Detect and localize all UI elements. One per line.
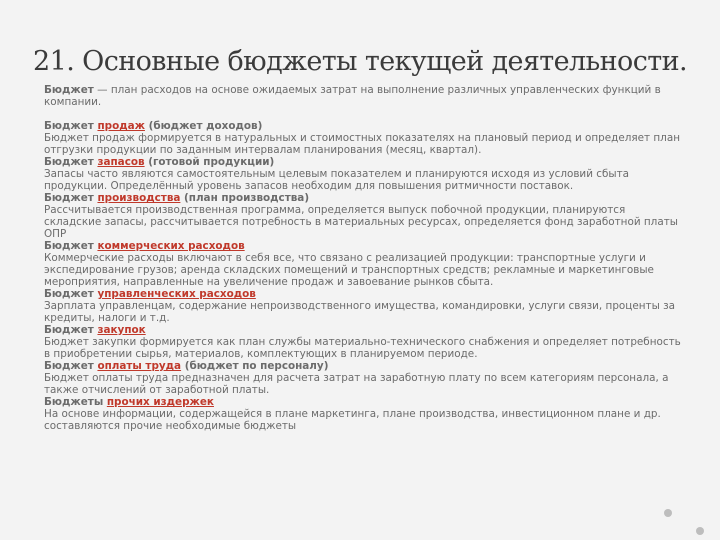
heading-prefix: Бюджет [44, 288, 98, 300]
section-heading-other [44, 396, 684, 408]
decorative-dot [696, 527, 704, 535]
heading-prefix: Бюджет [44, 240, 98, 252]
heading-keyword: продаж [97, 120, 145, 132]
heading-prefix: Бюджет [44, 324, 98, 336]
heading-keyword: оплаты труда [97, 360, 182, 372]
intro-paragraph [44, 84, 684, 108]
intro-term: Бюджет [44, 84, 94, 96]
section-heading-commercial [44, 240, 684, 252]
decorative-dot [664, 509, 672, 517]
section-text-sales: Бюджет продаж формируется в натуральных и стоимостных показателях на плановый период и определяет план отгрузки продукции по заданным интервалам планирования (месяц, квартал). [44, 132, 680, 156]
slide-content [44, 84, 684, 432]
heading-suffix: (бюджет по персоналу) [181, 360, 329, 372]
section-text-payroll: Бюджет оплаты труда предназначен для расчета затрат на заработную плату по всем категориям персонала, а также отчислений от заработной платы. [44, 372, 669, 396]
heading-prefix: Бюджеты [44, 396, 107, 408]
section-heading-inventory [44, 156, 684, 168]
heading-prefix: Бюджет [44, 156, 98, 168]
heading-prefix: Бюджет [44, 120, 98, 132]
heading-prefix: Бюджет [44, 360, 98, 372]
heading-keyword: прочих издержек [106, 396, 214, 408]
heading-keyword: производства [97, 192, 181, 204]
section-heading-sales [44, 120, 684, 132]
heading-prefix: Бюджет [44, 192, 98, 204]
section-heading-administrative [44, 288, 684, 300]
section-heading-purchases [44, 324, 684, 336]
section-heading-payroll [44, 360, 684, 372]
section-text-administrative: Зарплата управленцам, содержание непроизводственного имущества, командировки, услуги связи, проценты за кредиты, налоги и т.д. [44, 300, 675, 324]
section-text-purchases: Бюджет закупки формируется как план службы материально-технического снабжения и определяет потребность в приобретении сырья, материалов, комплектующих в планируемом периоде. [44, 336, 681, 360]
section-text-inventory: Запасы часто являются самостоятельным целевым показателем и планируются исходя из условий сбыта продукции. Определённый уровень запасов необходим для повышения ритмичности поставок. [44, 168, 629, 192]
intro-text: — план расходов на основе ожидаемых затрат на выполнение различных управленческих функций в компании. [44, 84, 661, 108]
section-text-production: Рассчитывается производственная программа, определяется выпуск побочной продукции, планируются складские запасы, рассчитывается потребность в материальных ресурсах, определяется фонд заработной платы ОПР [44, 204, 678, 240]
heading-keyword: закупок [97, 324, 146, 336]
spacer [44, 108, 684, 120]
heading-keyword: запасов [97, 156, 145, 168]
section-heading-production [44, 192, 684, 204]
heading-keyword: коммерческих расходов [97, 240, 245, 252]
heading-keyword: управленческих расходов [97, 288, 256, 300]
heading-suffix: (план производства) [180, 192, 310, 204]
section-text-other: На основе информации, содержащейся в плане маркетинга, плане производства, инвестиционном плане и др. составляются прочие необходимые бюджеты [44, 408, 661, 432]
heading-suffix: (бюджет доходов) [144, 120, 263, 132]
slide-title: 21. Основные бюджеты текущей деятельности. [33, 46, 687, 77]
heading-suffix: (готовой продукции) [144, 156, 275, 168]
section-text-commercial: Коммерческие расходы включают в себя все, что связано с реализацией продукции: транспортные услуги и экспедирование грузов; аренда складских помещений и транспортных средств; рекламные и маркетинговые мероприятия, направленные на увеличение продаж и завоевание рынков сбыта. [44, 252, 654, 288]
